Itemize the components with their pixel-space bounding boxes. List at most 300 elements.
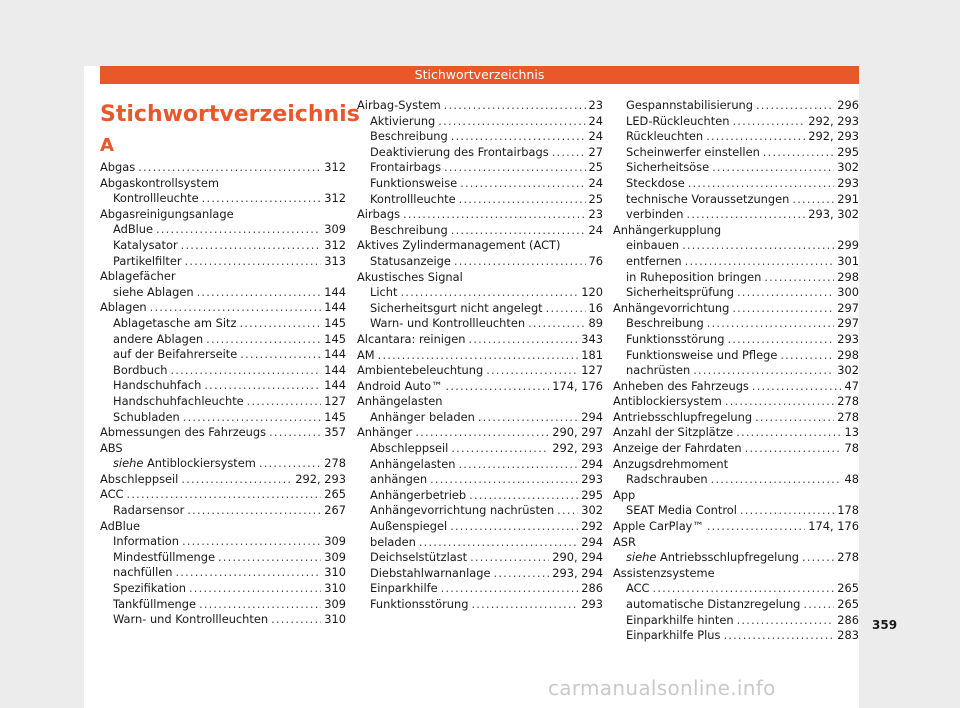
index-entry-page: 309 [324,549,346,564]
index-entry [613,410,859,426]
index-entry [100,191,346,207]
index-entry-page: 24 [588,175,603,190]
index-entry-page: 24 [588,113,603,128]
index-entry [357,363,603,379]
index-entry-label [370,488,466,504]
index-entry-text: nachfüllen [113,565,173,580]
index-entry [613,348,859,364]
index-entry-label [370,503,554,519]
index-entry-label [357,363,483,379]
index-entry [100,550,346,566]
index-entry-label [357,98,441,114]
dot-leader [218,550,321,566]
index-entry-label [370,145,549,161]
index-entry-label [113,394,244,410]
index-entry [613,503,859,519]
index-entry-text: Anhängevorrichtung nachrüsten [370,503,555,518]
index-entry-label [626,628,720,644]
index-entry-text: Beschreibung [626,316,704,331]
index-entry [357,301,603,317]
index-entry [100,534,346,550]
index-entry-page: 47 [844,378,859,393]
index-entry [613,223,859,239]
dot-leader [494,566,550,582]
index-entry [613,628,859,644]
dot-leader [378,348,579,364]
index-entry-text: auf der Beifahrerseite [113,347,238,362]
index-entry-text: Abgasreinigungsanlage [100,206,234,221]
index-entry [100,176,346,192]
index-entry-text: Anhängelasten [370,456,456,471]
index-entry [100,332,346,348]
index-entry-page: 312 [324,160,346,174]
index-entry-label [100,269,176,285]
index-entry-text: Ambientebeleuchtung [357,363,484,378]
index-entry [357,129,603,145]
index-entry-page: 310 [324,581,346,596]
index-entry [100,363,346,379]
index-entry-page: 295 [837,144,859,159]
dot-leader [458,457,578,473]
index-entry-page: 144 [324,284,346,299]
index-column-3 [613,98,859,644]
index-entry-label [113,581,186,597]
index-entry-text: anhängen [370,472,428,487]
index-entry-label [113,332,203,348]
index-entry-page: 27 [588,144,603,159]
index-entry [100,347,346,363]
index-entry-text: Partikelfilter [113,253,182,268]
dot-leader [693,363,834,379]
index-entry-label [626,613,734,629]
dot-leader [181,238,322,254]
index-entry-label [370,410,475,426]
dot-leader [732,301,834,317]
dot-leader [685,254,835,270]
dot-leader [802,550,834,566]
index-entry-label [613,457,728,473]
dot-leader [170,363,321,379]
index-entry-label [626,550,799,566]
dot-leader [732,114,805,130]
index-entry-page: 299 [837,238,859,253]
dot-leader [430,472,578,488]
dot-leader [204,378,321,394]
index-entry-text: Funktionsweise [370,175,458,190]
index-column-1 [100,160,346,628]
index-entry-label [626,114,729,130]
index-entry-text: Funktionsstörung [370,597,469,611]
dot-leader [415,425,549,441]
index-entry-page: 181 [581,347,603,362]
index-entry-label [613,441,742,457]
dot-leader [755,410,834,426]
index-entry-text: Frontairbags [370,160,442,175]
dot-leader [727,332,834,348]
index-entry-label [113,565,172,581]
dot-leader [403,207,585,223]
index-entry-text: Katalysator [113,237,178,252]
index-entry-text: technische Voraussetzungen [626,191,790,206]
index-entry-text: Anzahl der Sitzplätze [613,425,734,440]
dot-leader [185,254,322,270]
index-entry-text: Einparkhilfe hinten [626,612,734,627]
dot-leader [441,581,579,597]
index-entry-text: Antiblockiersystem [613,394,722,409]
dot-leader [175,565,321,581]
index-entry [357,535,603,551]
index-entry-page: 300 [837,285,859,300]
index-entry-page: 174, 176 [808,519,859,534]
index-entry-text: siehe Ablagen [113,284,194,299]
index-entry-label [357,379,443,395]
index-entry-text: Deaktivierung des Frontairbags [370,144,549,159]
dot-leader [444,160,585,176]
index-entry-page: 278 [837,409,859,424]
index-entry-text: Anhängelasten [357,394,443,409]
dot-leader [460,176,585,192]
dot-leader [468,332,578,348]
index-entry-text: Anzugsdrehmoment [613,456,729,471]
index-entry-text: ASR [613,534,636,549]
index-entry-label [357,394,442,410]
index-entry [357,410,603,426]
index-column-2 [357,98,603,613]
index-entry-page: 302 [837,363,859,378]
index-entry-page: 310 [324,565,346,580]
index-entry-text: beladen [370,534,416,549]
dot-leader [740,503,834,519]
dot-leader [725,394,834,410]
index-entry-text: Einparkhilfe Plus [626,628,721,643]
index-entry [357,114,603,130]
dot-leader [763,145,834,161]
index-entry-page: 294 [581,409,603,424]
dot-leader [138,160,321,176]
index-entry-label [370,254,451,270]
watermark: carmanualsonline.info [548,676,776,700]
index-entry-page: 13 [844,425,859,440]
index-entry [357,192,603,208]
index-entry [357,503,603,519]
index-entry-label [100,425,266,441]
index-entry [100,410,346,426]
index-entry [357,238,603,254]
index-entry-label [613,394,722,410]
dot-leader [182,534,321,550]
index-entry-label [113,456,256,472]
index-entry-page: 290, 294 [552,550,603,565]
index-entry-label [113,597,196,613]
dot-leader [682,238,834,254]
index-entry-text: Anhängerbetrieb [370,487,467,502]
dot-leader [478,410,578,426]
index-entry-page: 178 [837,503,859,518]
index-entry-page: 293 [581,597,603,611]
index-entry-label [613,425,733,441]
index-entry-label [613,223,721,239]
index-entry-page: 292 [581,519,603,534]
index-entry-page: 297 [837,300,859,315]
index-entry [100,285,346,301]
dot-leader [688,176,835,192]
index-entry-label [357,425,412,441]
index-entry-page: 312 [324,191,346,206]
index-entry [613,160,859,176]
dot-leader [451,223,586,239]
dot-leader [706,129,805,145]
index-entry-label [370,285,397,301]
index-entry-label [626,176,685,192]
index-entry [100,597,346,613]
dot-leader [546,301,586,317]
index-entry [100,472,346,488]
index-entry-label [613,379,749,395]
dot-leader [712,160,834,176]
index-entry-text: Beschreibung [370,129,448,144]
index-entry-page: 144 [324,362,346,377]
index-entry-label [626,160,709,176]
index-entry-page: 145 [324,409,346,424]
index-entry-text: Abgaskontrollsystem [100,175,219,190]
index-entry-label [100,519,140,535]
index-entry-text: Aktivierung [370,113,436,128]
index-entry-text: Anheben des Fahrzeugs [613,378,749,393]
index-entry-text: Antriebsschlupfregelung [613,409,753,424]
dot-leader [202,191,322,207]
index-entry-label [100,487,124,503]
dot-leader [557,503,578,519]
index-entry-text: Sicherheitsprüfung [626,285,734,300]
index-entry-label [626,348,777,364]
index-entry-text: Android Auto™ [357,378,443,393]
dot-leader [803,597,834,613]
index-entry-page: 76 [588,253,603,268]
index-entry [100,316,346,332]
dot-leader [199,597,321,613]
index-entry [100,487,346,503]
index-entry-page: 16 [588,300,603,315]
see-reference-prefix: siehe [113,456,144,471]
page-number: 359 [872,618,898,632]
dot-leader [471,597,578,613]
index-entry [357,597,603,613]
index-entry-label [613,535,636,551]
index-entry-page: 174, 176 [552,378,603,393]
index-entry [357,488,603,504]
index-entry-text: Kontrollleuchte [113,191,199,206]
index-entry [613,519,859,535]
index-entry-label [113,347,237,363]
index-entry-label [370,129,448,145]
dot-leader [528,316,585,332]
index-entry-text: Antiblockiersystem [146,456,256,471]
index-entry-text: Anhänger [357,425,413,440]
dot-leader [707,316,835,332]
index-entry [357,332,603,348]
index-entry-page: 294 [581,534,603,549]
dot-leader [269,425,321,441]
index-entry [613,129,859,145]
index-entry [357,270,603,286]
index-entry-label [613,488,635,504]
index-entry-page: 286 [581,581,603,596]
index-entry-label [370,160,441,176]
index-entry-label [613,301,729,317]
index-entry-label [626,238,679,254]
index-entry-text: ABS [100,440,123,455]
index-entry-label [626,192,789,208]
index-entry-page: 48 [844,472,859,487]
index-entry-text: Handschuhfach [113,378,202,393]
dot-leader [737,613,835,629]
index-entry [613,363,859,379]
index-entry-label [100,176,219,192]
index-entry-label [370,597,468,613]
index-entry-text: Warn- und Kontrollleuchten [113,612,269,627]
index-entry-page: 313 [324,253,346,268]
index-entry [357,457,603,473]
index-entry-text: Spezifikation [113,581,186,596]
index-entry-label [626,98,753,114]
index-entry-page: 293 [581,472,603,487]
index-entry [613,425,859,441]
index-entry-label [100,472,178,488]
index-entry-text: Sicherheitsgurt nicht angelegt [370,300,543,315]
index-entry-label [113,191,199,207]
index-entry [100,207,346,223]
index-entry-page: 309 [324,222,346,237]
index-entry-text: Steckdose [626,175,685,190]
index-entry-label [100,160,135,176]
index-entry [613,238,859,254]
index-entry-label [626,597,800,613]
index-entry-label [113,316,236,332]
index-entry-page: 293 [837,175,859,190]
index-entry [613,472,859,488]
index-entry-label [113,534,179,550]
index-entry [613,114,859,130]
index-entry-text: App [613,487,636,502]
index-entry-page: 301 [837,253,859,268]
index-entry-text: Statusanzeige [370,253,451,268]
index-entry-text: Abgas [100,160,136,174]
index-entry [100,394,346,410]
index-entry-label [357,207,400,223]
index-entry-page: 24 [588,129,603,144]
index-entry-text: Ablagetasche am Sitz [113,315,237,330]
see-reference-prefix: siehe [626,550,657,565]
dot-leader [400,285,578,301]
index-entry-label [370,581,438,597]
index-entry-text: Radarsensor [113,503,185,518]
index-entry-page: 298 [837,269,859,284]
index-entry-text: Abschleppseil [100,471,179,486]
index-entry-label [113,550,215,566]
index-entry-page: 144 [324,378,346,393]
index-entry-label [113,378,201,394]
index-entry-text: Bordbuch [113,362,168,377]
dot-leader [756,98,834,114]
index-entry-page: 283 [837,628,859,643]
index-entry-text: AdBlue [113,222,154,237]
index-entry-label [626,129,703,145]
dot-leader [150,300,322,316]
index-entry-label [100,207,234,223]
index-entry-page: 127 [581,363,603,378]
index-entry [357,160,603,176]
index-entry-page: 23 [588,98,603,112]
index-entry [357,394,603,410]
index-entry-text: Kontrollleuchte [370,191,456,206]
index-entry [357,348,603,364]
index-entry-page: 23 [588,207,603,222]
index-entry-label [100,441,123,457]
index-entry [613,98,859,114]
index-entry-page: 293, 302 [808,207,859,222]
index-entry [357,285,603,301]
index-entry-label [113,503,184,519]
index-entry-page: 310 [324,612,346,627]
dot-leader [780,348,834,364]
index-entry-label [100,300,147,316]
dot-leader [240,347,321,363]
index-entry-page: 295 [581,487,603,502]
index-entry-page: 343 [581,331,603,346]
index-entry [357,550,603,566]
index-entry-text: Deichselstützlast [370,550,468,565]
index-entry [357,223,603,239]
index-entry-page: 302 [581,503,603,518]
index-entry-page: 298 [837,347,859,362]
index-entry [357,316,603,332]
index-entry [100,425,346,441]
index-entry-text: Diebstahlwarnanlage [370,565,491,580]
index-entry [613,581,859,597]
index-entry [357,207,603,223]
dot-leader [711,472,842,488]
index-entry-text: Schubladen [113,409,180,424]
index-entry-label [626,270,761,286]
index-entry-page: 292, 293 [808,129,859,144]
index-entry [357,98,603,114]
index-entry-page: 309 [324,534,346,549]
index-entry-page: 290, 297 [552,425,603,440]
dot-leader [752,379,842,395]
index-entry-text: SEAT Media Control [626,503,737,518]
index-entry-page: 278 [837,550,859,565]
dot-leader [792,192,834,208]
index-entry-page: 292, 293 [808,113,859,128]
index-entry-text: Sicherheitsöse [626,160,710,175]
index-entry-label [626,254,682,270]
dot-leader [469,488,578,504]
index-entry [100,300,346,316]
index-entry-label [370,192,456,208]
index-entry-page: 309 [324,596,346,611]
index-entry [100,581,346,597]
index-entry-page: 267 [324,503,346,518]
index-entry-label [626,503,737,519]
index-entry [357,425,603,441]
index-entry-text: Rückleuchten [626,129,704,144]
index-entry-text: Anhängerkupplung [613,222,722,237]
index-entry-page: 25 [588,191,603,206]
index-entry [100,503,346,519]
index-entry [613,457,859,473]
dot-leader [197,285,322,301]
index-entry-label [113,410,180,426]
